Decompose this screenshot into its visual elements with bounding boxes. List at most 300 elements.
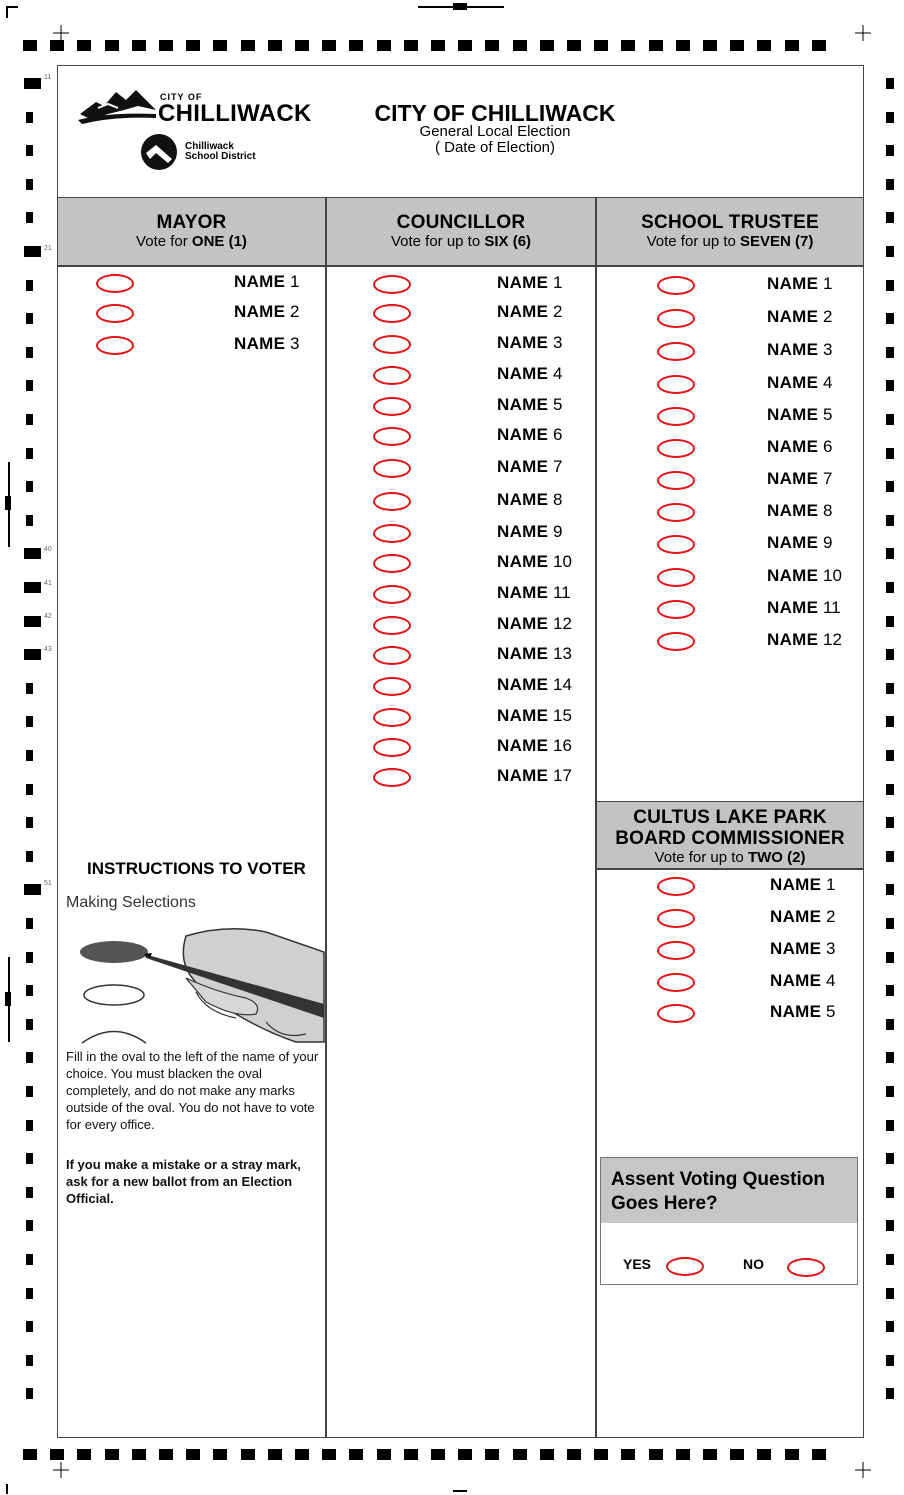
timing-mark (649, 1449, 663, 1460)
candidate-number: 16 (548, 736, 572, 755)
vote-prefix: Vote for (136, 233, 188, 250)
timing-mark (26, 985, 33, 996)
logo-text: CHILLIWACK (158, 100, 312, 127)
vote-oval[interactable] (373, 459, 411, 478)
vote-oval[interactable] (96, 274, 134, 293)
timing-mark (26, 817, 33, 828)
timing-mark (886, 750, 894, 761)
candidate-name (497, 675, 572, 695)
candidate-name (767, 437, 832, 457)
vote-oval[interactable] (657, 600, 695, 619)
timing-mark (540, 40, 554, 51)
timing-mark (26, 1019, 33, 1030)
timing-mark (567, 40, 581, 51)
vote-instruction (58, 233, 325, 250)
timing-mark (26, 1086, 33, 1097)
timing-mark (886, 1388, 894, 1399)
vote-oval[interactable] (657, 973, 695, 992)
timing-mark (886, 918, 894, 929)
vote-oval[interactable] (373, 397, 411, 416)
candidate-number: 4 (818, 373, 833, 392)
vote-oval[interactable] (373, 708, 411, 727)
candidate-label: NAME (770, 907, 822, 926)
timing-mark (377, 40, 391, 51)
page-subtitle: General Local Election (419, 123, 571, 140)
vote-oval[interactable] (657, 309, 695, 328)
assent-question-box (600, 1157, 858, 1285)
timing-mark (24, 616, 41, 627)
contest-title: SCHOOL TRUSTEE (641, 212, 819, 233)
vote-oval[interactable] (657, 909, 695, 928)
vote-oval[interactable] (373, 275, 411, 294)
timing-mark (26, 784, 33, 795)
timing-mark (886, 985, 894, 996)
timing-mark (676, 40, 690, 51)
timing-mark (886, 78, 894, 89)
candidate-name (497, 457, 562, 477)
timing-mark (621, 1449, 635, 1460)
candidate-label: NAME (497, 766, 549, 785)
candidate-number: 3 (818, 340, 833, 359)
no-oval[interactable] (787, 1258, 825, 1277)
candidate-number: 4 (821, 971, 836, 990)
timing-mark (26, 448, 33, 459)
mayor-header (58, 198, 325, 265)
candidate-label: NAME (234, 302, 286, 321)
contest-title: BOARD COMMISSIONER (615, 828, 845, 849)
timing-mark (26, 1321, 33, 1332)
yes-label: YES (623, 1256, 652, 1272)
candidate-number: 8 (548, 490, 563, 509)
timing-mark (24, 246, 41, 257)
vote-oval[interactable] (373, 304, 411, 323)
candidate-label: NAME (497, 614, 549, 633)
timing-mark (886, 1052, 894, 1063)
candidate-label: NAME (497, 675, 549, 694)
page-title: CITY OF CHILLIWACK (374, 100, 616, 126)
candidate-label: NAME (767, 598, 819, 617)
candidate-name (767, 501, 832, 521)
side-number: 43 (44, 646, 52, 653)
candidate-number: 6 (818, 437, 833, 456)
candidate-name (497, 425, 562, 445)
timing-mark (26, 179, 33, 190)
candidate-name (234, 334, 299, 354)
candidate-number: 1 (821, 875, 836, 894)
timing-mark (26, 918, 33, 929)
yes-oval[interactable] (666, 1257, 704, 1276)
vote-oval[interactable] (657, 439, 695, 458)
candidate-number: 1 (548, 273, 563, 292)
vote-oval[interactable] (373, 366, 411, 385)
candidate-name (497, 302, 562, 322)
timing-mark (886, 448, 894, 459)
timing-mark (26, 716, 33, 727)
cultus-header (597, 802, 863, 868)
timing-mark (886, 179, 894, 190)
candidate-name (767, 307, 832, 327)
timing-mark (26, 280, 33, 291)
vote-oval[interactable] (373, 427, 411, 446)
timing-mark (621, 40, 635, 51)
timing-mark (485, 40, 499, 51)
timing-mark (213, 1449, 227, 1460)
vote-prefix: Vote for up to (390, 233, 481, 250)
candidate-name (497, 644, 572, 664)
timing-mark (757, 1449, 771, 1460)
candidate-label: NAME (767, 566, 819, 585)
candidate-number: 9 (548, 522, 563, 541)
timing-mark (886, 280, 894, 291)
candidate-name (497, 490, 562, 510)
candidate-label: NAME (767, 630, 819, 649)
vote-oval[interactable] (373, 335, 411, 354)
timing-mark (26, 1187, 33, 1198)
timing-mark (886, 952, 894, 963)
candidate-name (497, 395, 562, 415)
candidate-label: NAME (770, 939, 822, 958)
no-label: NO (743, 1256, 764, 1272)
candidate-label: NAME (497, 364, 549, 383)
candidate-label: NAME (767, 373, 819, 392)
timing-mark (785, 1449, 799, 1460)
timing-mark (50, 1449, 64, 1460)
candidate-name (770, 1002, 835, 1022)
timing-mark (649, 40, 663, 51)
timing-mark (886, 1355, 894, 1366)
vote-oval[interactable] (657, 632, 695, 651)
candidate-name (234, 302, 299, 322)
candidate-label: NAME (497, 425, 549, 444)
divider (597, 868, 864, 870)
timing-mark (159, 1449, 173, 1460)
candidate-name (497, 364, 562, 384)
column-divider (325, 197, 327, 1438)
candidate-label: NAME (497, 552, 549, 571)
candidate-label: NAME (497, 333, 549, 352)
side-number: 21 (44, 245, 52, 252)
district-line: Chilliwack (185, 141, 234, 152)
candidate-name (767, 340, 832, 360)
vote-oval[interactable] (373, 768, 411, 787)
timing-mark (26, 750, 33, 761)
district-line: School District (185, 151, 256, 162)
timing-mark (886, 380, 894, 391)
timing-mark (886, 616, 894, 627)
candidate-name (497, 552, 572, 572)
candidate-number: 2 (548, 302, 563, 321)
instructions-paragraph: Fill in the oval to the left of the name of your choice. You must blacken the oval completely, and do not make any marks outside of the oval. You do not have to vote for every office. (66, 1049, 319, 1132)
timing-mark (785, 40, 799, 51)
vote-oval[interactable] (96, 336, 134, 355)
candidate-name (497, 706, 572, 726)
vote-oval[interactable] (657, 342, 695, 361)
vote-oval[interactable] (657, 568, 695, 587)
candidate-number: 7 (548, 457, 563, 476)
candidate-number: 1 (818, 274, 833, 293)
candidate-name (497, 583, 571, 603)
timing-mark (540, 1449, 554, 1460)
candidate-name (497, 736, 572, 756)
timing-mark (24, 548, 41, 559)
vote-oval[interactable] (373, 677, 411, 696)
timing-mark (703, 40, 717, 51)
timing-mark (23, 1449, 37, 1460)
timing-mark (268, 1449, 282, 1460)
vote-prefix: Vote for up to (654, 849, 744, 866)
left-registration-mark (5, 496, 11, 510)
candidate-name (234, 272, 299, 292)
vote-prefix: Vote for up to (646, 233, 736, 250)
timing-mark (886, 515, 894, 526)
candidate-name (770, 971, 835, 991)
crop-mark (6, 6, 18, 8)
timing-mark (886, 414, 894, 425)
candidate-number: 8 (818, 501, 833, 520)
candidate-number: 14 (548, 675, 572, 694)
vote-oval[interactable] (373, 492, 411, 511)
timing-mark (594, 1449, 608, 1460)
candidate-name (497, 522, 562, 542)
candidate-number: 4 (548, 364, 563, 383)
candidate-number: 5 (548, 395, 563, 414)
candidate-label: NAME (234, 334, 286, 353)
timing-mark (24, 78, 41, 89)
hand-marking-illustration (66, 922, 326, 1046)
candidate-label: NAME (770, 971, 822, 990)
vote-oval[interactable] (657, 535, 695, 554)
assent-question: Assent Voting Question Goes Here? (601, 1158, 857, 1223)
timing-mark (594, 40, 608, 51)
candidate-number: 1 (285, 272, 300, 291)
timing-mark (24, 884, 41, 895)
timing-mark (886, 582, 894, 593)
candidate-name (497, 273, 562, 293)
vote-count: TWO (2) (747, 849, 806, 866)
candidate-label: NAME (497, 736, 549, 755)
timing-mark (295, 1449, 309, 1460)
timing-mark (241, 1449, 255, 1460)
vote-instruction (597, 849, 863, 866)
timing-mark (186, 40, 200, 51)
candidate-label: NAME (497, 395, 549, 414)
timing-mark (132, 1449, 146, 1460)
timing-mark (886, 1220, 894, 1231)
vote-oval[interactable] (657, 503, 695, 522)
vote-oval[interactable] (96, 304, 134, 323)
candidate-name (767, 630, 842, 650)
side-number: 51 (44, 880, 52, 887)
timing-mark (349, 1449, 363, 1460)
timing-mark (26, 1220, 33, 1231)
timing-mark (730, 40, 744, 51)
vote-oval[interactable] (373, 554, 411, 573)
timing-mark (268, 40, 282, 51)
timing-mark (886, 1187, 894, 1198)
candidate-name (767, 373, 832, 393)
candidate-number: 11 (818, 598, 841, 617)
timing-mark (26, 1355, 33, 1366)
timing-mark (26, 145, 33, 156)
candidate-label: NAME (767, 437, 819, 456)
timing-mark (404, 1449, 418, 1460)
candidate-number: 11 (548, 583, 571, 602)
candidate-number: 17 (548, 766, 572, 785)
timing-mark (26, 851, 33, 862)
timing-mark (458, 1449, 472, 1460)
vote-oval[interactable] (657, 375, 695, 394)
timing-mark (132, 40, 146, 51)
candidate-label: NAME (770, 1002, 822, 1021)
timing-mark (886, 716, 894, 727)
candidate-name (770, 939, 835, 959)
timing-mark (886, 548, 894, 559)
candidate-number: 10 (818, 566, 842, 585)
instructions-subtitle: Making Selections (66, 894, 196, 911)
candidate-label: NAME (497, 273, 549, 292)
timing-mark (26, 1052, 33, 1063)
timing-mark (812, 40, 826, 51)
left-registration-mark (5, 992, 11, 1006)
timing-mark (886, 884, 894, 895)
contest-title: MAYOR (156, 212, 227, 233)
timing-mark (886, 1321, 894, 1332)
timing-mark (431, 40, 445, 51)
timing-mark (886, 1019, 894, 1030)
candidate-number: 3 (821, 939, 836, 958)
timing-mark (886, 1120, 894, 1131)
vote-oval[interactable] (373, 585, 411, 604)
timing-mark (703, 1449, 717, 1460)
timing-mark (24, 649, 41, 660)
timing-mark (431, 1449, 445, 1460)
candidate-name (770, 875, 835, 895)
vote-oval[interactable] (657, 276, 695, 295)
timing-mark (886, 212, 894, 223)
timing-mark (26, 683, 33, 694)
side-number: 42 (44, 613, 52, 620)
timing-mark (213, 40, 227, 51)
candidate-number: 6 (548, 425, 563, 444)
timing-mark (322, 1449, 336, 1460)
candidate-name (497, 614, 572, 634)
vote-instruction (597, 233, 863, 250)
vote-oval[interactable] (657, 877, 695, 896)
candidate-number: 2 (818, 307, 833, 326)
timing-mark (77, 1449, 91, 1460)
timing-mark (886, 1288, 894, 1299)
instructions-warning: If you make a mistake or a stray mark, ask for a new ballot from an Election Official. (66, 1157, 301, 1206)
candidate-number: 3 (548, 333, 563, 352)
timing-mark (886, 112, 894, 123)
vote-oval[interactable] (373, 616, 411, 635)
vote-oval[interactable] (373, 646, 411, 665)
candidate-label: NAME (767, 340, 819, 359)
timing-mark (458, 40, 472, 51)
vote-oval[interactable] (373, 524, 411, 543)
trustee-header (597, 198, 863, 265)
timing-mark (105, 40, 119, 51)
timing-mark (886, 347, 894, 358)
timing-mark (886, 649, 894, 660)
timing-mark (886, 1254, 894, 1265)
crop-mark (6, 1484, 8, 1494)
vote-oval[interactable] (657, 1004, 695, 1023)
timing-mark (186, 1449, 200, 1460)
school-district-logo-icon (140, 133, 178, 171)
crosshair-icon (52, 1461, 70, 1479)
candidate-label: NAME (767, 307, 819, 326)
timing-mark (26, 1388, 33, 1399)
timing-mark (26, 952, 33, 963)
contest-title: CULTUS LAKE PARK (633, 807, 827, 828)
candidate-label: NAME (497, 522, 549, 541)
logo-small-text: CITY OF (160, 92, 203, 102)
timing-mark (159, 40, 173, 51)
candidate-label: NAME (497, 490, 549, 509)
timing-mark (26, 1254, 33, 1265)
candidate-number: 12 (818, 630, 842, 649)
timing-mark (886, 481, 894, 492)
crosshair-icon (854, 24, 872, 42)
candidate-number: 5 (818, 405, 833, 424)
timing-mark (295, 40, 309, 51)
timing-mark (26, 380, 33, 391)
timing-mark (105, 1449, 119, 1460)
timing-mark (26, 515, 33, 526)
timing-mark (26, 1120, 33, 1131)
candidate-name (767, 405, 832, 425)
timing-mark (886, 851, 894, 862)
timing-mark (77, 40, 91, 51)
side-number: 40 (44, 546, 52, 553)
vote-count: SIX (6) (484, 233, 532, 250)
timing-mark (886, 313, 894, 324)
top-center-mark (453, 3, 467, 10)
timing-mark (26, 1288, 33, 1299)
candidate-name (767, 566, 842, 586)
timing-mark (26, 347, 33, 358)
timing-mark (26, 112, 33, 123)
vote-oval[interactable] (657, 407, 695, 426)
candidate-number: 13 (548, 644, 572, 663)
timing-mark (513, 1449, 527, 1460)
crop-mark (6, 6, 8, 18)
candidate-name (767, 469, 832, 489)
candidate-name (770, 907, 835, 927)
mountain-logo-icon (78, 84, 158, 126)
candidate-number: 7 (818, 469, 833, 488)
school-district-text (185, 142, 256, 162)
vote-oval[interactable] (373, 738, 411, 757)
candidate-name (767, 598, 841, 618)
timing-mark (886, 1086, 894, 1097)
timing-mark (23, 40, 37, 51)
vote-oval[interactable] (657, 941, 695, 960)
candidate-label: NAME (497, 583, 549, 602)
candidate-label: NAME (767, 533, 819, 552)
timing-mark (26, 212, 33, 223)
contest-title: COUNCILLOR (396, 212, 526, 233)
vote-count: SEVEN (7) (740, 233, 814, 250)
vote-oval[interactable] (657, 471, 695, 490)
timing-mark (24, 582, 41, 593)
vote-instruction (327, 233, 595, 250)
bottom-center-mark (453, 1490, 467, 1492)
candidate-name (497, 333, 562, 353)
timing-mark (886, 145, 894, 156)
timing-mark (730, 1449, 744, 1460)
